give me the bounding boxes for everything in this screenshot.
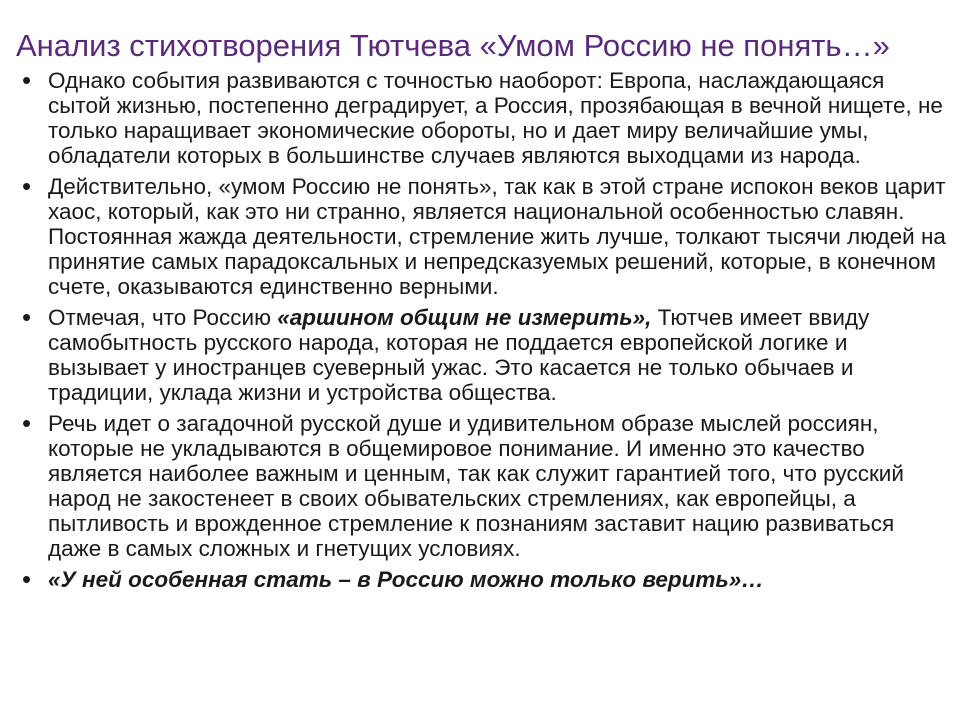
bullet-dot-icon: • [22, 564, 32, 594]
bullet-dot-icon: • [22, 65, 32, 95]
bullet-dot-icon: • [22, 302, 32, 332]
bullet-item-3 [22, 302, 952, 405]
bullet-item-2 [22, 171, 952, 299]
bullet-text-before: Отмечая, что Россию [48, 305, 278, 330]
bullet-quote: «У ней особенная стать – в Россию можно только верить»… [48, 567, 764, 592]
bullet-text [48, 305, 952, 405]
bullet-dot-icon: • [22, 171, 32, 201]
bullet-item-4 [22, 408, 952, 561]
bullet-text: Однако события развиваются с точностью наоборот: Европа, наслаждающаяся сытой жизнью, постепенно деградирует, а Россия, прозябающая в вечной нищете, не только наращивает экономические обороты, но и дает миру величайшие умы, обладатели которых в большинстве случаев являются выходцами из народа. [48, 68, 943, 168]
bullet-list [22, 65, 952, 598]
bullet-dot-icon: • [22, 408, 32, 438]
bullet-item-5 [22, 564, 952, 594]
slide-title: Анализ стихотворения Тютчева «Умом Россию не понять…» [16, 28, 890, 63]
bullet-text: Речь идет о загадочной русской душе и удивительном образе мыслей россиян, которые не укладываются в общемировое понимание. И именно это качество является наиболее важным и ценным, так как служит гарантией того, что русский народ не закостенеет в своих обывательских стремлениях, как европейцы, а пытливость и врожденное стремление к познаниям заставит нацию развиваться даже в самых сложных и гнетущих условиях. [48, 411, 904, 561]
bullet-text: Действительно, «умом Россию не понять», так как в этой стране испокон веков царит хаос, который, как это ни странно, является национальной особенностью славян. Постоянная жажда деятельности, стремление жить лучше, толкают тысячи людей на принятие самых парадоксальных и непредсказуемых решений, которые, в конечном счете, оказываются единственно верными. [48, 174, 946, 299]
bullet-text-after: Тютчев имеет ввиду самобытность русского народа, которая не поддается европейской логике и вызывает у иностранцев суеверный ужас. Это касается не только обычаев и традиции, уклада жизни и устройства общества. [48, 305, 870, 405]
bullet-item-1 [22, 65, 952, 168]
bullet-quote: «аршином общим не измерить», [277, 305, 652, 330]
